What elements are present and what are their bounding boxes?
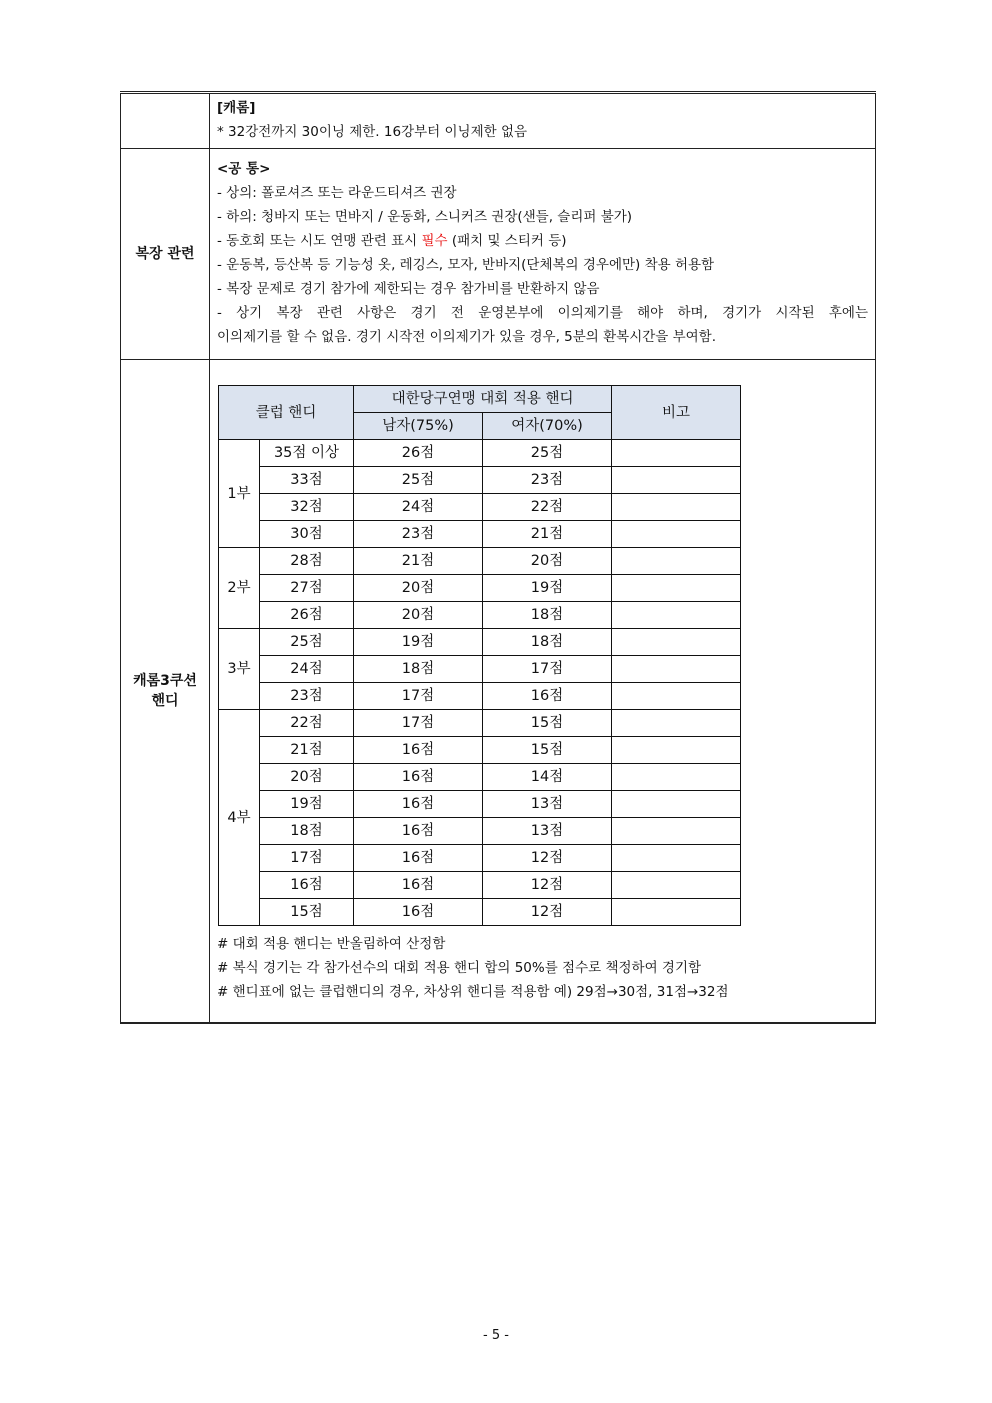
female-handi-cell: 16점 — [483, 683, 612, 710]
header-kbf-handi: 대한당구연맹 대회 적용 핸디 — [354, 386, 612, 413]
carom-inning-rule: * 32강전까지 30이닝 제한. 16강부터 이닝제한 없음 — [217, 124, 528, 140]
female-handi-cell: 18점 — [483, 602, 612, 629]
rules-table — [120, 91, 876, 1024]
male-handi-cell: 17점 — [354, 683, 483, 710]
table-row — [219, 872, 741, 899]
note-cell — [612, 575, 741, 602]
table-row — [219, 764, 741, 791]
note-cell — [612, 710, 741, 737]
male-handi-cell: 20점 — [354, 575, 483, 602]
male-handi-cell: 16점 — [354, 791, 483, 818]
table-row — [219, 575, 741, 602]
division-cell: 4부 — [219, 710, 260, 926]
note-3: # 핸디표에 없는 클럽핸디의 경우, 차상위 핸디를 적용함 예) 29점→30점, 31점→32점 — [217, 984, 729, 1000]
female-handi-cell: 13점 — [483, 818, 612, 845]
club-handi-cell: 17점 — [260, 845, 354, 872]
carom-title: [캐롬] — [217, 100, 256, 116]
table-row — [219, 845, 741, 872]
note-cell — [612, 683, 741, 710]
handi-label-line1: 캐롬3쿠션 — [133, 673, 197, 689]
dress-line-4: - 운동복, 등산복 등 기능성 옷, 레깅스, 모자, 반바지(단체복의 경우에만) 착용 허용함 — [217, 257, 715, 273]
table-row — [219, 818, 741, 845]
male-handi-cell: 16점 — [354, 818, 483, 845]
male-handi-cell: 16점 — [354, 737, 483, 764]
note-cell — [612, 494, 741, 521]
female-handi-cell: 12점 — [483, 899, 612, 926]
male-handi-cell: 26점 — [354, 440, 483, 467]
handi-row — [121, 360, 876, 1024]
note-cell — [612, 818, 741, 845]
note-cell — [612, 845, 741, 872]
table-row — [219, 737, 741, 764]
table-row — [219, 899, 741, 926]
note-cell — [612, 899, 741, 926]
female-handi-cell: 17점 — [483, 656, 612, 683]
male-handi-cell: 16점 — [354, 845, 483, 872]
male-handi-cell: 23점 — [354, 521, 483, 548]
male-handi-cell: 25점 — [354, 467, 483, 494]
female-handi-cell: 23점 — [483, 467, 612, 494]
female-handi-cell: 25점 — [483, 440, 612, 467]
dress-line-2: - 하의: 청바지 또는 면바지 / 운동화, 스니커즈 권장(샌들, 슬리퍼 불가) — [217, 209, 633, 225]
dress-row — [121, 149, 876, 360]
female-handi-cell: 15점 — [483, 737, 612, 764]
table-row — [219, 602, 741, 629]
male-handi-cell: 24점 — [354, 494, 483, 521]
note-cell — [612, 521, 741, 548]
male-handi-cell: 19점 — [354, 629, 483, 656]
female-handi-cell: 22점 — [483, 494, 612, 521]
handi-notes — [217, 932, 868, 1004]
female-handi-cell: 20점 — [483, 548, 612, 575]
dress-line-6a: - 상기 복장 관련 사항은 경기 전 운영본부에 이의제기를 해야 하며, 경기가 시작된 후에는 — [217, 305, 868, 321]
club-handi-cell: 22점 — [260, 710, 354, 737]
club-handi-cell: 33점 — [260, 467, 354, 494]
club-handi-cell: 16점 — [260, 872, 354, 899]
note-cell — [612, 440, 741, 467]
club-handi-cell: 32점 — [260, 494, 354, 521]
handi-content — [210, 360, 876, 1024]
female-handi-cell: 14점 — [483, 764, 612, 791]
table-row — [219, 494, 741, 521]
carom-label-cell — [121, 93, 210, 149]
male-handi-cell: 21점 — [354, 548, 483, 575]
club-handi-cell: 15점 — [260, 899, 354, 926]
handicap-table — [218, 385, 741, 926]
header-female: 여자(70%) — [483, 413, 612, 440]
club-handi-cell: 30점 — [260, 521, 354, 548]
division-cell: 2부 — [219, 548, 260, 629]
header-male: 남자(75%) — [354, 413, 483, 440]
dress-line-3a: - 동호회 또는 시도 연맹 관련 표시 — [217, 233, 422, 249]
male-handi-cell: 18점 — [354, 656, 483, 683]
club-handi-cell: 20점 — [260, 764, 354, 791]
note-cell — [612, 629, 741, 656]
female-handi-cell: 13점 — [483, 791, 612, 818]
club-handi-cell: 27점 — [260, 575, 354, 602]
female-handi-cell: 18점 — [483, 629, 612, 656]
female-handi-cell: 15점 — [483, 710, 612, 737]
handi-label-line2: 핸디 — [151, 693, 179, 709]
club-handi-cell: 21점 — [260, 737, 354, 764]
dress-line-3 — [217, 229, 868, 253]
header-club-handi: 클럽 핸디 — [219, 386, 354, 440]
female-handi-cell: 21점 — [483, 521, 612, 548]
dress-common-heading: <공 통> — [217, 161, 271, 177]
club-handi-cell: 26점 — [260, 602, 354, 629]
note-cell — [612, 467, 741, 494]
club-handi-cell: 28점 — [260, 548, 354, 575]
note-cell — [612, 602, 741, 629]
dress-label: 복장 관련 — [121, 149, 210, 360]
male-handi-cell: 16점 — [354, 764, 483, 791]
male-handi-cell: 16점 — [354, 899, 483, 926]
female-handi-cell: 12점 — [483, 872, 612, 899]
note-cell — [612, 791, 741, 818]
page-number: - 5 - — [483, 1328, 509, 1343]
table-row — [219, 521, 741, 548]
table-row — [219, 683, 741, 710]
dress-line-5: - 복장 문제로 경기 참가에 제한되는 경우 참가비를 반환하지 않음 — [217, 281, 600, 297]
table-row — [219, 656, 741, 683]
dress-content — [210, 149, 876, 360]
note-cell — [612, 737, 741, 764]
male-handi-cell: 16점 — [354, 872, 483, 899]
club-handi-cell: 19점 — [260, 791, 354, 818]
note-1: # 대회 적용 핸디는 반올림하여 산정함 — [217, 936, 446, 952]
table-row — [219, 629, 741, 656]
table-row — [219, 440, 741, 467]
table-row — [219, 791, 741, 818]
female-handi-cell: 12점 — [483, 845, 612, 872]
handi-label — [121, 360, 210, 1024]
dress-line-3c: (패치 및 스티커 등) — [447, 233, 567, 249]
club-handi-cell: 18점 — [260, 818, 354, 845]
division-cell: 1부 — [219, 440, 260, 548]
club-handi-cell: 23점 — [260, 683, 354, 710]
required-text: 필수 — [421, 233, 448, 249]
table-row — [219, 710, 741, 737]
table-row — [219, 548, 741, 575]
female-handi-cell: 19점 — [483, 575, 612, 602]
note-cell — [612, 872, 741, 899]
carom-row — [121, 93, 876, 149]
club-handi-cell: 24점 — [260, 656, 354, 683]
note-2: # 복식 경기는 각 참가선수의 대회 적용 핸디 합의 50%를 점수로 책정하여 경기함 — [217, 960, 702, 976]
dress-line-6b: 이의제기를 할 수 없음. 경기 시작전 이의제기가 있을 경우, 5분의 환복시간을 부여함. — [217, 329, 717, 345]
male-handi-cell: 20점 — [354, 602, 483, 629]
division-cell: 3부 — [219, 629, 260, 710]
club-handi-cell: 35점 이상 — [260, 440, 354, 467]
table-row — [219, 467, 741, 494]
club-handi-cell: 25점 — [260, 629, 354, 656]
male-handi-cell: 17점 — [354, 710, 483, 737]
carom-content — [210, 93, 876, 149]
header-note: 비고 — [612, 386, 741, 440]
note-cell — [612, 656, 741, 683]
dress-line-1: - 상의: 폴로셔즈 또는 라운드티셔즈 권장 — [217, 185, 457, 201]
note-cell — [612, 764, 741, 791]
note-cell — [612, 548, 741, 575]
